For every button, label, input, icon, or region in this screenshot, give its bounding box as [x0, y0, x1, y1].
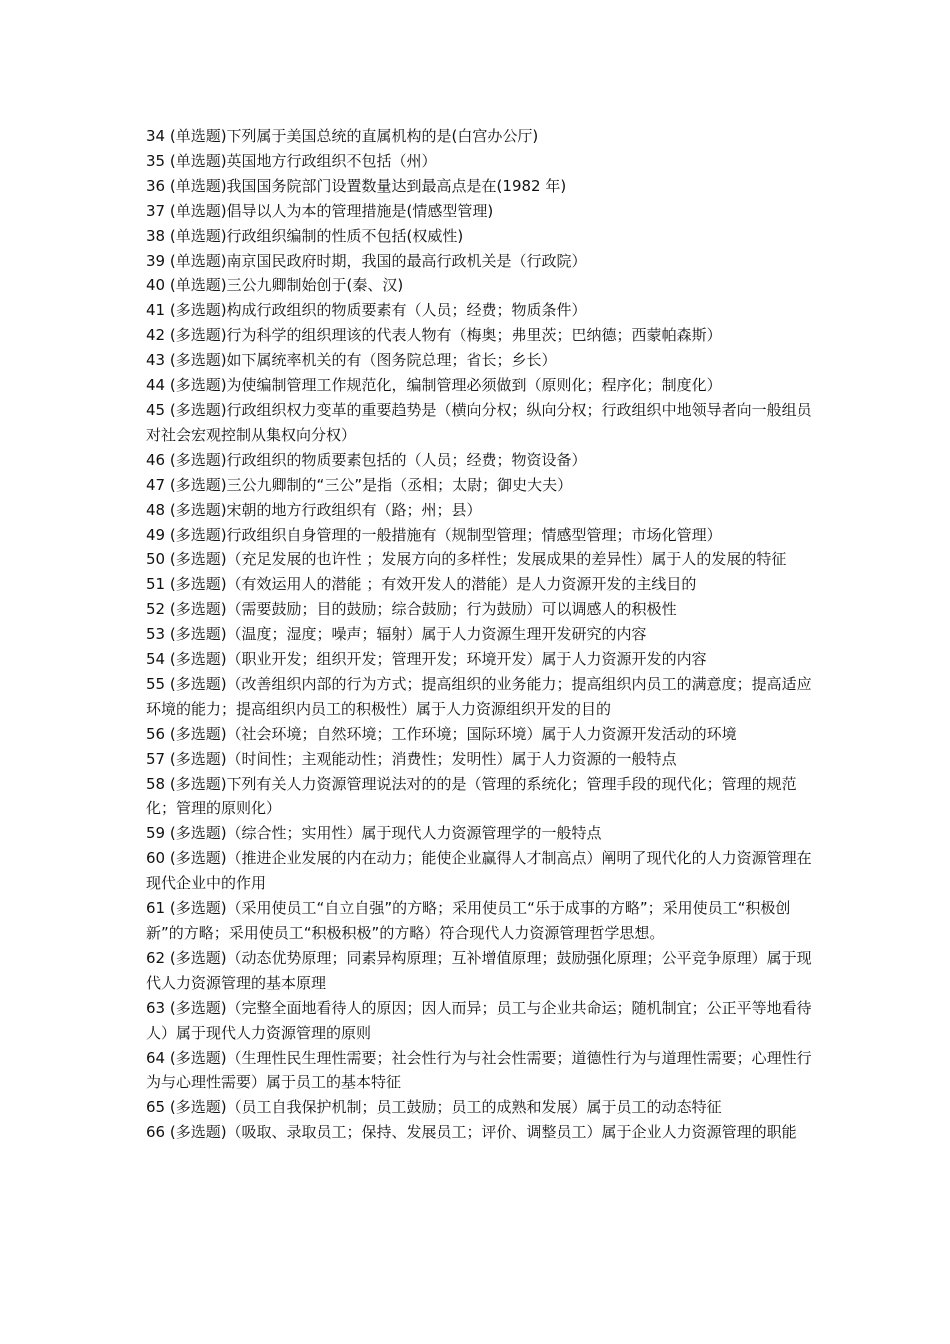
question-40: 40 (单选题)三公九卿制始创于(秦、汉)	[146, 276, 404, 295]
question-49: 49 (多选题)行政组织自身管理的一般措施有（规制型管理；情感型管理；市场化管理）	[146, 525, 722, 544]
question-35: 35 (单选题)英国地方行政组织不包括（州）	[146, 151, 437, 170]
question-64: 64 (多选题)（生理性民生理性需要；社会性行为与社会性需要；道德性行为与道理性需要；心理性行为与心理性需要）属于员工的基本特征	[146, 1048, 812, 1092]
question-53: 53 (多选题)（温度；湿度；噪声；辐射）属于人力资源生理开发研究的内容	[146, 625, 647, 644]
question-46: 46 (多选题)行政组织的物质要素包括的（人员；经费；物资设备）	[146, 450, 587, 469]
question-list	[146, 124, 818, 1145]
question-38: 38 (单选题)行政组织编制的性质不包括(权威性)	[146, 226, 464, 245]
question-36: 36 (单选题)我国国务院部门设置数量达到最高点是在(1982 年)	[146, 176, 567, 195]
question-37: 37 (单选题)倡导以人为本的管理措施是(情感型管理)	[146, 201, 494, 220]
question-55: 55 (多选题)（改善组织内部的行为方式；提高组织的业务能力；提高组织内员工的满意度；提高适应环境的能力；提高组织内员工的积极性）属于人力资源组织开发的目的	[146, 674, 812, 718]
question-66: 66 (多选题)（吸取、录取员工；保持、发展员工；评价、调整员工）属于企业人力资源管理的职能	[146, 1123, 797, 1142]
question-54: 54 (多选题)（职业开发；组织开发；管理开发；环境开发）属于人力资源开发的内容	[146, 650, 707, 669]
question-52: 52 (多选题)（需要鼓励；目的鼓励；综合鼓励；行为鼓励）可以调感人的积极性	[146, 600, 677, 619]
question-34: 34 (单选题)下列属于美国总统的直属机构的是(白宫办公厅)	[146, 127, 539, 145]
question-58: 58 (多选题)下列有关人力资源管理说法对的的是（管理的系统化；管理手段的现代化；管理的规范化；管理的原则化）	[146, 774, 797, 818]
question-62: 62 (多选题)（动态优势原理；同素异构原理；互补增值原理；鼓励强化原理；公平竞争原理）属于现代人力资源管理的基本原理	[146, 948, 812, 992]
question-41: 41 (多选题)构成行政组织的物质要素有（人员；经费；物质条件）	[146, 301, 587, 320]
question-44: 44 (多选题)为使编制管理工作规范化，编制管理必须做到（原则化；程序化；制度化）	[146, 376, 722, 395]
question-43: 43 (多选题)如下属统率机关的有（图务院总理；省长；乡长）	[146, 351, 557, 370]
question-47: 47 (多选题)三公九卿制的“三公”是指（丞相；太尉；御史大夫）	[146, 475, 573, 494]
question-50: 50 (多选题)（充足发展的也许性 ；发展方向的多样性；发展成果的差异性）属于人的发展的特征	[146, 550, 787, 569]
question-59: 59 (多选题)（综合性；实用性）属于现代人力资源管理学的一般特点	[146, 824, 602, 843]
question-60: 60 (多选题)（推进企业发展的内在动力；能使企业赢得人才制高点）阐明了现代化的人力资源管理在现代企业中的作用	[146, 849, 812, 893]
question-51: 51 (多选题)（有效运用人的潜能 ；有效开发人的潜能）是人力资源开发的主线目的	[146, 575, 697, 594]
question-61: 61 (多选题)（采用使员工“自立自强”的方略；采用使员工“乐于成事的方略”；采用使员工“积极创新”的方略；采用使员工“积极积极”的方略）符合现代人力资源管理哲学思想。	[146, 899, 791, 942]
question-42: 42 (多选题)行为科学的组织理该的代表人物有（梅奥；弗里茨；巴纳德；西蒙帕森斯）	[146, 326, 722, 345]
question-48: 48 (多选题)宋朝的地方行政组织有（路；州；县）	[146, 500, 482, 519]
question-57: 57 (多选题)（时间性；主观能动性；消费性；发明性）属于人力资源的一般特点	[146, 749, 677, 768]
question-65: 65 (多选题)（员工自我保护机制；员工鼓励；员工的成熟和发展）属于员工的动态特征	[146, 1098, 722, 1117]
question-56: 56 (多选题)（社会环境；自然环境；工作环境；国际环境）属于人力资源开发活动的环境	[146, 724, 737, 743]
question-39: 39 (单选题)南京国民政府时期，我国的最高行政机关是（行政院）	[146, 251, 587, 270]
question-45: 45 (多选题)行政组织权力变革的重要趋势是（横向分权；纵向分权；行政组织中地领导者向一般组员对社会宏观控制从集权向分权）	[146, 400, 812, 444]
question-63: 63 (多选题)（完整全面地看待人的原因；因人而异；员工与企业共命运；随机制宜；公正平等地看待人）属于现代人力资源管理的原则	[146, 998, 812, 1042]
